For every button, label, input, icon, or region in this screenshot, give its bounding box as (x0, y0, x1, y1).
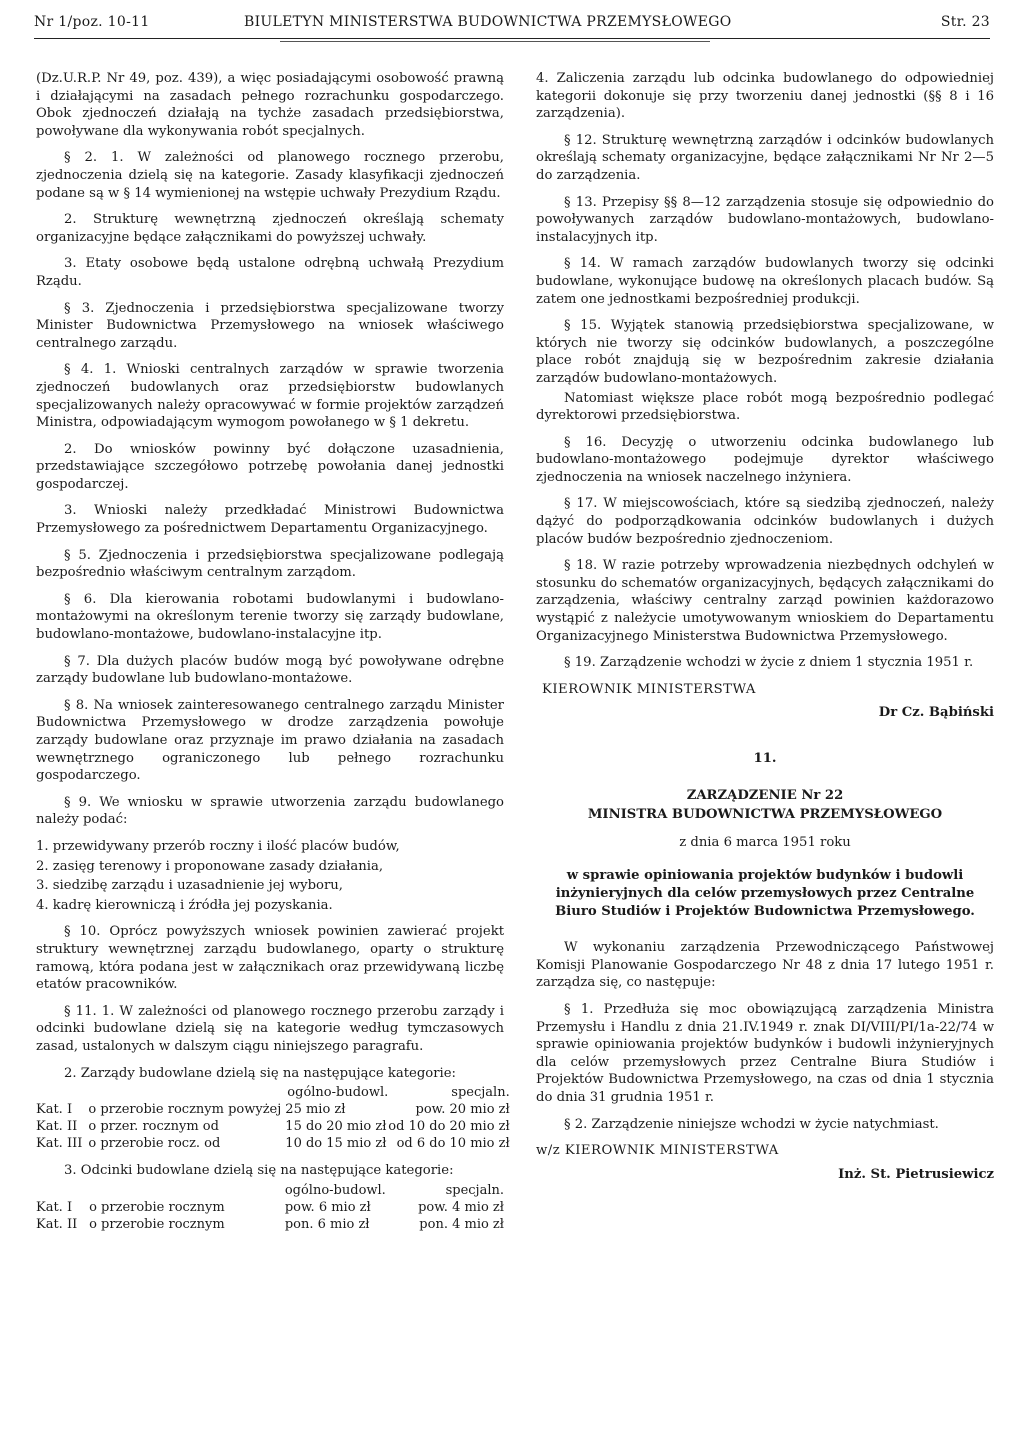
item-number: 11. (753, 751, 777, 766)
paragraph: W wykonaniu zarządzenia Przewodniczącego Państwowej Komisji Planowanie Gospodarczego Nr 48 z dnia 17 lutego 1951 r. zarządza się, co następuje: (536, 940, 994, 991)
list-item: 4. kadrę kierowniczą i źródła jej pozyskania. (36, 897, 333, 913)
paragraph: § 8. Na wniosek zainteresowanego centralnego zarządu Minister Budownictwa Przemysłowego w drodze zarządzenia powołuje zarządy budowlane oraz przyznaje im prawo działania na zasadach wewnętrznego ograniczonego lub pełnego rozrachunku gospodarczego. (36, 697, 504, 784)
paragraph: § 6. Dla kierowania robotami budowlanymi i budowlano-montażowymi na określonym terenie tworzy się zarządy budowlane, budowlano-montażowe, budowlano-instalacyjne itp. (36, 591, 504, 643)
paragraph: 2. Zarządy budowlane dzielą się na następujące kategorie: (64, 1065, 456, 1081)
header-rule-short (280, 41, 710, 42)
general-value: 10 do 15 mio zł (285, 1136, 387, 1152)
paragraph: 2. Strukturę wewnętrzną zjednoczeń określają schematy organizacyjne będące załącznikami do powyższej uchwały. (36, 212, 504, 245)
special-value: pow. 4 mio zł (418, 1199, 504, 1215)
left-column (36, 70, 510, 1233)
paragraph: § 2. 1. W zależności od planowego rocznego przerobu, zjednoczenia dzielą się na kategorie. Zasady klasyfikacji zjednoczeń podane są w § 14 wymienionej na wstępie uchwały Prezydium Rządu. (36, 150, 504, 201)
category-desc: o przer. rocznym od (88, 1119, 219, 1135)
table-row (36, 1101, 510, 1118)
paragraph: § 7. Dla dużych placów budów mogą być powoływane odrębne zarządy budowlane lub budowlano-montażowe. (36, 653, 504, 687)
table-row (36, 1135, 510, 1152)
paragraph: § 19. Zarządzenie wchodzi w życie z dniem 1 stycznia 1951 r. (564, 655, 974, 671)
decree-title-line: MINISTRA BUDOWNICTWA PRZEMYSŁOWEGO (587, 806, 943, 822)
paragraph: 3. Odcinki budowlane dzielą się na następujące kategorie: (64, 1163, 454, 1179)
paragraph: § 5. Zjednoczenia i przedsiębiorstwa specjalizowane podlegają bezpośrednio właściwym centralnym zarządom. (36, 547, 504, 581)
issue-number: Nr 1/poz. 10-11 (34, 14, 150, 30)
paragraph: § 1. Przedłuża się moc obowiązującą zarządzenia Ministra Przemysłu i Handlu z dnia 21.IV.1949 r. znak DI/VIII/PI/1a-22/74 w sprawie opiniowania projektów budynków i budowli inżynieryjnych dla celów przemysłowych przez Centralne Biura Studiów i Projektów Budownictwa Przemysłowego, na czas od dnia 1 stycznia do dnia 31 grudnia 1951 r. (536, 1001, 994, 1105)
signature-title: KIEROWNIK MINISTERSTWA (542, 681, 756, 697)
table-row (36, 1216, 504, 1233)
column-header: specjaln. (445, 1182, 504, 1198)
header-rule (34, 38, 990, 39)
general-value: pon. 6 mio zł (284, 1216, 370, 1232)
list-item: 2. zasięg terenowy i proponowane zasady działania, (36, 858, 384, 874)
management-categories-table (36, 1084, 510, 1152)
category-desc: o przerobie rocznym powyżej (88, 1102, 282, 1118)
requirements-list (36, 838, 504, 914)
special-value: od 6 do 10 mio zł (396, 1136, 510, 1152)
paragraph: § 15. Wyjątek stanowią przedsiębiorstwa specjalizowane, w których nie tworzy się odcinków budowlanych, a poszczególne place robót znajdują się w bezpośrednim zakresie działania zarządów budowlano-montażowych. (536, 318, 994, 386)
decree-subject: w sprawie opiniowania projektów budynków i budowli inżynieryjnych dla celów przemysłowych przez Centralne Biuro Studiów i Projektów Budownictwa Przemysłowego. (555, 868, 975, 920)
column-header: ogólno-budowl. (287, 1085, 389, 1101)
paragraph: § 4. 1. Wnioski centralnych zarządów w sprawie tworzenia zjednoczeń budowlanych oraz przedsiębiorstw budowlanych specjalizowanych należy opracowywać w formie projektów zarządzeń Ministra, odpowiadającym wymogom powołanego w § 1 dekretu. (36, 362, 504, 431)
decree-date: z dnia 6 marca 1951 roku (679, 834, 851, 850)
category-desc: o przerobie rocz. od (88, 1136, 221, 1152)
general-value: 15 do 20 mio zł (285, 1119, 387, 1135)
paragraph: § 17. W miejscowościach, które są siedzibą zjednoczeń, należy dążyć do podporządkowania odcinków budowlanych i dużych placów budów bezpośrednio zjednoczeniom. (536, 496, 994, 547)
column-header: ogólno-budowl. (284, 1182, 386, 1198)
signature-name: Dr Cz. Bąbiński (878, 705, 994, 721)
category-label: Kat. III (36, 1136, 83, 1152)
paragraph: § 18. W razie potrzeby wprowadzenia niezbędnych odchyleń w stosunku do schematów organizacyjnych, będących załącznikami do zarządzenia, właściwy centralny zarząd powinien każdorazowo wystąpić z należycie umotywowanym wnioskiem do Departamentu Organizacyjnego Ministerstwa Budownictwa Przemysłowego. (536, 558, 994, 644)
list-item: 3. siedzibę zarządu i uzasadnienie jej wyboru, (36, 878, 343, 894)
category-label: Kat. I (36, 1199, 73, 1215)
paragraph: § 16. Decyzję o utworzeniu odcinka budowlanego lub budowlano-montażowego podejmuje dyrektor właściwego zjednoczenia na wniosek naczelnego inżyniera. (536, 434, 994, 485)
signature-name: Inż. St. Pietrusiewicz (838, 1166, 994, 1182)
general-value: 25 mio zł (285, 1102, 346, 1118)
signature-title: w/z KIEROWNIK MINISTERSTWA (536, 1143, 779, 1159)
category-desc: o przerobie rocznym (89, 1199, 225, 1215)
decree-title (536, 786, 994, 824)
bulletin-title: BIULETYN MINISTERSTWA BUDOWNICTWA PRZEMYSŁOWEGO (244, 14, 732, 30)
category-label: Kat. II (36, 1216, 78, 1232)
table-row (36, 1199, 504, 1216)
page-header (34, 8, 990, 38)
paragraph: § 14. W ramach zarządów budowlanych tworzy się odcinki budowlane, wykonujące budowę na określonych placach budów. Są zatem one jednostkami bezpośredniej produkcji. (536, 256, 994, 307)
table-row (36, 1118, 510, 1135)
column-header: specjaln. (451, 1085, 510, 1101)
paragraph: 2. Do wniosków powinny być dołączone uzasadnienia, przedstawiające szczegółowo potrzebę powołania danej jednostki gospodarczej. (36, 441, 504, 492)
paragraph: 4. Zaliczenia zarządu lub odcinka budowlanego do odpowiedniej kategorii dokonuje się przy tworzeniu danej jednostki (§§ 8 i 16 zarządzenia). (536, 71, 994, 122)
paragraph: (Dz.U.R.P. Nr 49, poz. 439), a więc posiadającymi osobowość prawną i działającymi na zasadach pełnego rozrachunku gospodarczego. Obok zjednoczeń działają na tychże zasadach przedsiębiorstwa, powoływane dla wykonywania robót specjalnych. (36, 71, 504, 139)
paragraph: § 2. Zarządzenie niniejsze wchodzi w życie natychmiast. (564, 1116, 939, 1132)
paragraph: § 11. 1. W zależności od planowego rocznego przerobu zarządy i odcinki budowlane dzielą się na kategorie według tymczasowych zasad, ustalonych w dalszym ciągu niniejszego paragrafu. (36, 1003, 504, 1054)
paragraph: § 12. Strukturę wewnętrzną zarządów i odcinków budowlanych określają schematy organizacyjne, będące załącznikami Nr Nr 2—5 do zarządzenia. (536, 132, 994, 183)
decree-title-line: ZARZĄDZENIE Nr 22 (686, 787, 844, 803)
category-label: Kat. II (36, 1119, 78, 1135)
paragraph: 3. Etaty osobowe będą ustalone odrębną uchwałą Prezydium Rządu. (36, 256, 504, 289)
right-column (536, 70, 994, 1183)
page-number: Str. 23 (940, 14, 990, 30)
paragraph: 3. Wnioski należy przedkładać Ministrowi Budownictwa Przemysłowego za pośrednictwem Departamentu Organizacyjnego. (36, 503, 504, 537)
special-value: pon. 4 mio zł (419, 1216, 504, 1232)
general-value: pow. 6 mio zł (284, 1199, 371, 1215)
paragraph: § 13. Przepisy §§ 8—12 zarządzenia stosuje się odpowiednio do powoływanych zarządów budowlano-montażowych, budowlano-instalacyjnych itp. (536, 194, 994, 245)
list-item: 1. przewidywany przerób roczny i ilość placów budów, (36, 838, 400, 854)
paragraph: § 10. Oprócz powyższych wniosek powinien zawierać projekt struktury wewnętrznej zarządu budowlanego, oparty o strukturę ramową, która podana jest w załącznikach oraz przewidywaną liczbę etatów pracowników. (36, 924, 504, 993)
special-value: pow. 20 mio zł (415, 1102, 510, 1118)
paragraph: § 9. We wniosku w sprawie utworzenia zarządu budowlanego należy podać: (36, 794, 504, 828)
special-value: od 10 do 20 mio zł (388, 1119, 510, 1135)
paragraph: § 3. Zjednoczenia i przedsiębiorstwa specjalizowane tworzy Minister Budownictwa Przemysłowego na wniosek właściwego centralnego zarządu. (36, 300, 504, 351)
category-desc: o przerobie rocznym (89, 1216, 225, 1232)
paragraph: Natomiast większe place robót mogą bezpośrednio podlegać dyrektorowi przedsiębiorstwa. (536, 390, 994, 424)
section-categories-table (36, 1182, 504, 1233)
category-label: Kat. I (36, 1102, 73, 1118)
